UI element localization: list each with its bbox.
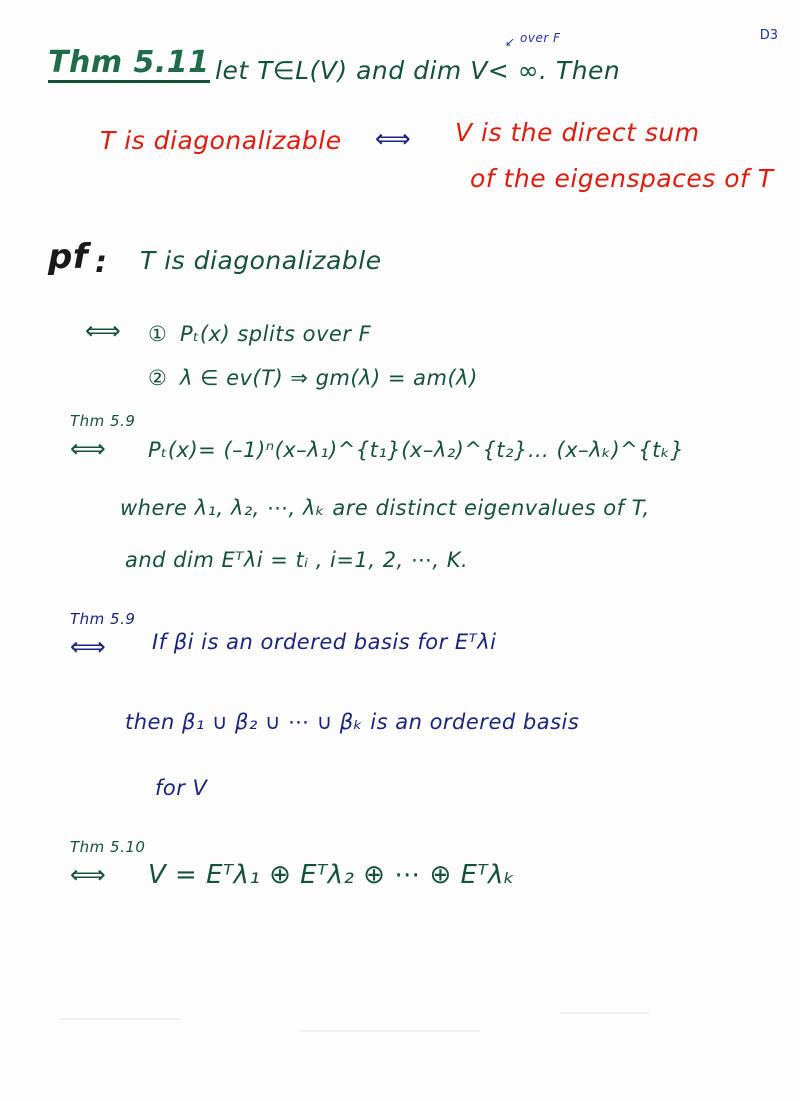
proof-step1-item2-marker: ② <box>148 366 168 390</box>
proof-step2-line2: where λ₁, λ₂, ⋯, λₖ are distinct eigenvalues of T, <box>120 496 650 520</box>
theorem-label: Thm 5.11 <box>48 48 210 83</box>
proof-step1-item2-text: λ ∈ ev(T) ⇒ gm(λ) = am(λ) <box>180 366 478 390</box>
proof-step4-arrow: ⟺ <box>70 860 107 889</box>
proof-line0: T is diagonalizable <box>140 246 382 275</box>
proof-step4-tag: Thm 5.10 <box>70 838 146 856</box>
paper-smudge <box>300 1030 480 1032</box>
over-f-arrow-icon: ↙ <box>505 35 516 49</box>
proof-step2-tag: Thm 5.9 <box>70 412 136 430</box>
proof-step3-line2: then β₁ ∪ β₂ ∪ ⋯ ∪ βₖ is an ordered basis <box>125 710 580 734</box>
proof-colon: : <box>95 245 108 280</box>
theorem-right-side-line1: V is the direct sum <box>455 118 700 147</box>
proof-step3-line3: for V <box>155 776 208 800</box>
theorem-right-side-line2: of the eigenspaces of T <box>470 164 774 193</box>
proof-step1-item1-marker: ① <box>148 322 168 346</box>
proof-step3-arrow: ⟺ <box>70 632 107 661</box>
proof-step1-arrow: ⟺ <box>85 316 122 345</box>
theorem-statement-line1: let T∈L(V) and dim V< ∞. Then <box>215 56 621 85</box>
proof-step4-line1: V = Eᵀλ₁ ⊕ Eᵀλ₂ ⊕ ⋯ ⊕ Eᵀλₖ <box>148 860 516 890</box>
proof-step3-line1: If βi is an ordered basis for Eᵀλi <box>152 630 497 654</box>
theorem-left-side: T is diagonalizable <box>100 126 342 155</box>
paper-smudge <box>60 1018 180 1020</box>
over-f-note: over F <box>520 31 561 45</box>
page-corner-label: D3 <box>759 28 778 43</box>
proof-step2-line3: and dim Eᵀλi = tᵢ , i=1, 2, ⋯, K. <box>125 548 469 572</box>
proof-step1-item1-text: Pₜ(x) splits over F <box>180 322 372 346</box>
proof-step3-tag: Thm 5.9 <box>70 610 136 628</box>
paper-smudge <box>560 1012 650 1014</box>
proof-label: pf <box>48 237 89 277</box>
proof-step2-arrow: ⟺ <box>70 434 107 463</box>
theorem-equivalence-arrow: ⟺ <box>375 124 412 153</box>
proof-step2-line1: Pₜ(x)= (–1)ⁿ(x–λ₁)^{t₁}(x–λ₂)^{t₂}… (x–λₖ)^{tₖ} <box>148 438 685 462</box>
